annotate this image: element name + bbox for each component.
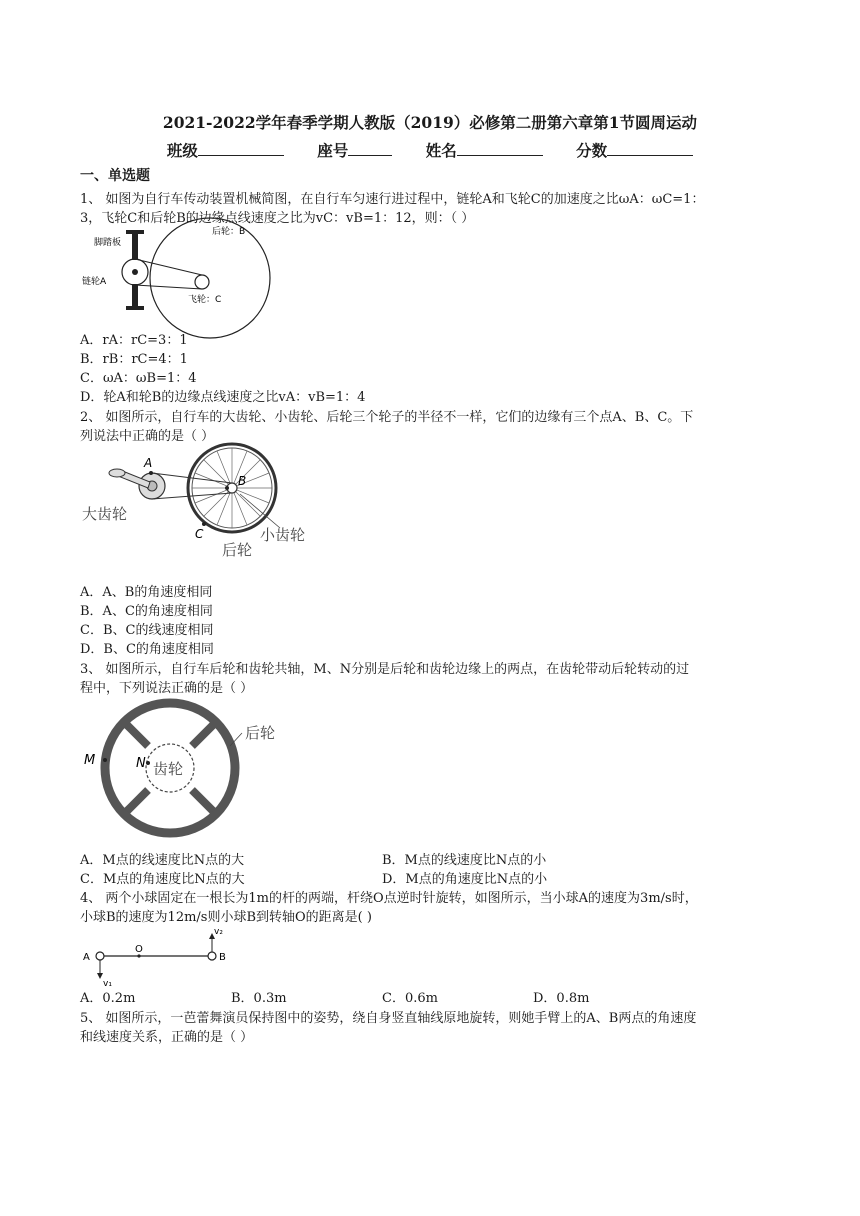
q1-pedal-top <box>126 230 144 234</box>
q2-label-b: B <box>238 474 247 488</box>
student-info-line <box>0 139 860 161</box>
q4-label-b: B <box>219 952 226 963</box>
q1-flywheel <box>195 275 209 289</box>
q1-label-pedal: 脚踏板 <box>94 238 122 248</box>
q2-pedal <box>109 469 125 477</box>
q1-crank-bottom <box>132 284 138 308</box>
q2-figure <box>80 440 320 560</box>
q3-spoke-sw <box>127 790 148 811</box>
q3-figure <box>80 696 300 846</box>
q5-stem-line2: 和线速度关系，正确的是（ ） <box>80 1030 254 1045</box>
q4-label-v2: v₂ <box>214 927 223 937</box>
q2-label-rear: 后轮 <box>222 541 253 559</box>
page-title: 2021-2022学年春季学期人教版（2019）必修第二册第六章第1节圆周运动 <box>162 113 698 132</box>
q5-stem-line1: 5、 如图所示，一芭蕾舞演员保持图中的姿势，绕自身竖直轴线原地旋转，则她手臂上的A、B两点的角速度 <box>80 1011 697 1026</box>
q2-option-d[interactable]: D．B、C的角速度相同 <box>80 642 214 657</box>
q4-label-a: A <box>83 952 90 963</box>
q2-point-b <box>225 486 229 490</box>
q3-label-n: N <box>136 756 146 771</box>
q1-crank-top <box>132 232 138 260</box>
score-label: 分数 <box>576 141 608 160</box>
q4-option-c[interactable]: C．0.6m <box>382 991 438 1006</box>
q1-label-chainwheel: 链轮A <box>82 277 107 287</box>
q1-chain-bottom <box>135 285 202 289</box>
q3-spoke-se <box>192 790 213 811</box>
q3-label-rear: 后轮 <box>245 724 276 742</box>
q2-stem-line2: 列说法中正确的是（ ） <box>80 429 215 444</box>
q3-option-d[interactable]: D．M点的角速度比N点的小 <box>382 872 548 887</box>
q4-stem-line2: 小球B的速度为12m/s则小球B到转轴O的距离是( ) <box>80 910 372 925</box>
q3-option-a[interactable]: A．M点的线速度比N点的大 <box>80 853 245 868</box>
name-blank[interactable] <box>457 140 543 156</box>
q1-chain-top <box>135 259 202 275</box>
q4-stem-line1: 4、 两个小球固定在一根长为1m的杆的两端，杆绕O点逆时针旋转，如图所示，当小球A的速度为3m/s时， <box>80 891 698 906</box>
q3-spoke-ne <box>192 725 213 746</box>
q3-label-m: M <box>84 753 96 768</box>
class-label: 班级 <box>166 141 198 160</box>
q2-label-small-gear: 小齿轮 <box>260 526 306 544</box>
q2-label-c: C <box>195 527 204 541</box>
score-blank[interactable] <box>607 140 693 156</box>
q1-pedal-bottom <box>126 306 144 310</box>
q1-label-flywheel: 飞轮：C <box>188 295 222 305</box>
q3-option-b[interactable]: B．M点的线速度比N点的小 <box>382 853 547 868</box>
class-field[interactable] <box>167 139 284 161</box>
seat-field[interactable] <box>317 139 392 161</box>
q3-point-m <box>103 758 107 762</box>
name-label: 姓名 <box>425 141 457 160</box>
q1-option-c[interactable]: C．ωA：ωB=1：4 <box>80 371 197 386</box>
q4-ball-b <box>208 952 216 960</box>
seat-label: 座号 <box>317 141 349 160</box>
q2-label-a: A <box>144 456 153 470</box>
q2-label-big-gear: 大齿轮 <box>82 505 128 523</box>
name-field[interactable] <box>426 139 543 161</box>
q1-option-d[interactable]: D．轮A和轮B的边缘点线速度之比vA：vB=1：4 <box>80 390 366 405</box>
q4-option-d[interactable]: D．0.8m <box>533 991 590 1006</box>
q2-point-c <box>202 522 206 526</box>
q1-label-rear: 后轮：B <box>212 227 246 237</box>
q4-option-a[interactable]: A．0.2m <box>80 991 136 1006</box>
q1-stem-line2: 3，飞轮C和后轮B的边缘点线速度之比为vC：vB=1：12，则：（ ） <box>80 211 475 226</box>
q2-point-a <box>149 471 153 475</box>
seat-blank[interactable] <box>348 140 392 156</box>
score-field[interactable] <box>576 139 693 161</box>
q1-option-b[interactable]: B．rB：rC=4：1 <box>80 352 188 367</box>
class-blank[interactable] <box>198 140 284 156</box>
q3-label-gear: 齿轮 <box>153 760 184 778</box>
q1-rear-wheel <box>150 218 270 338</box>
q3-stem-line1: 3、 如图所示，自行车后轮和齿轮共轴，M、N分别是后轮和齿轮边缘上的两点，在齿轮带动后轮转动的过 <box>80 662 690 677</box>
q3-stem-line2: 程中，下列说法正确的是（ ） <box>80 681 254 696</box>
q1-chainwheel-axle <box>132 269 138 275</box>
q1-figure <box>80 222 270 332</box>
q2-option-b[interactable]: B．A、C的角速度相同 <box>80 604 213 619</box>
q2-stem-line1: 2、 如图所示，自行车的大齿轮、小齿轮、后轮三个轮子的半径不一样，它们的边缘有三个点A、B、C。下 <box>80 410 694 425</box>
q2-option-c[interactable]: C．B、C的线速度相同 <box>80 623 214 638</box>
q4-label-v1: v₁ <box>103 979 112 989</box>
q4-label-o: O <box>135 944 143 955</box>
section-title: 一、单选题 <box>80 168 150 184</box>
q4-ball-a <box>96 952 104 960</box>
q1-option-a[interactable]: A．rA：rC=3：1 <box>80 333 188 348</box>
q3-point-n <box>146 761 150 765</box>
q3-option-c[interactable]: C．M点的角速度比N点的大 <box>80 872 245 887</box>
q4-figure <box>80 924 240 988</box>
q4-option-b[interactable]: B．0.3m <box>231 991 287 1006</box>
q3-spoke-nw <box>127 725 148 746</box>
q2-option-a[interactable]: A．A、B的角速度相同 <box>80 585 213 600</box>
q1-stem-line1: 1、 如图为自行车传动装置机械简图，在自行车匀速行进过程中，链轮A和飞轮C的加速度之比ωA：ωC=1： <box>80 192 705 207</box>
